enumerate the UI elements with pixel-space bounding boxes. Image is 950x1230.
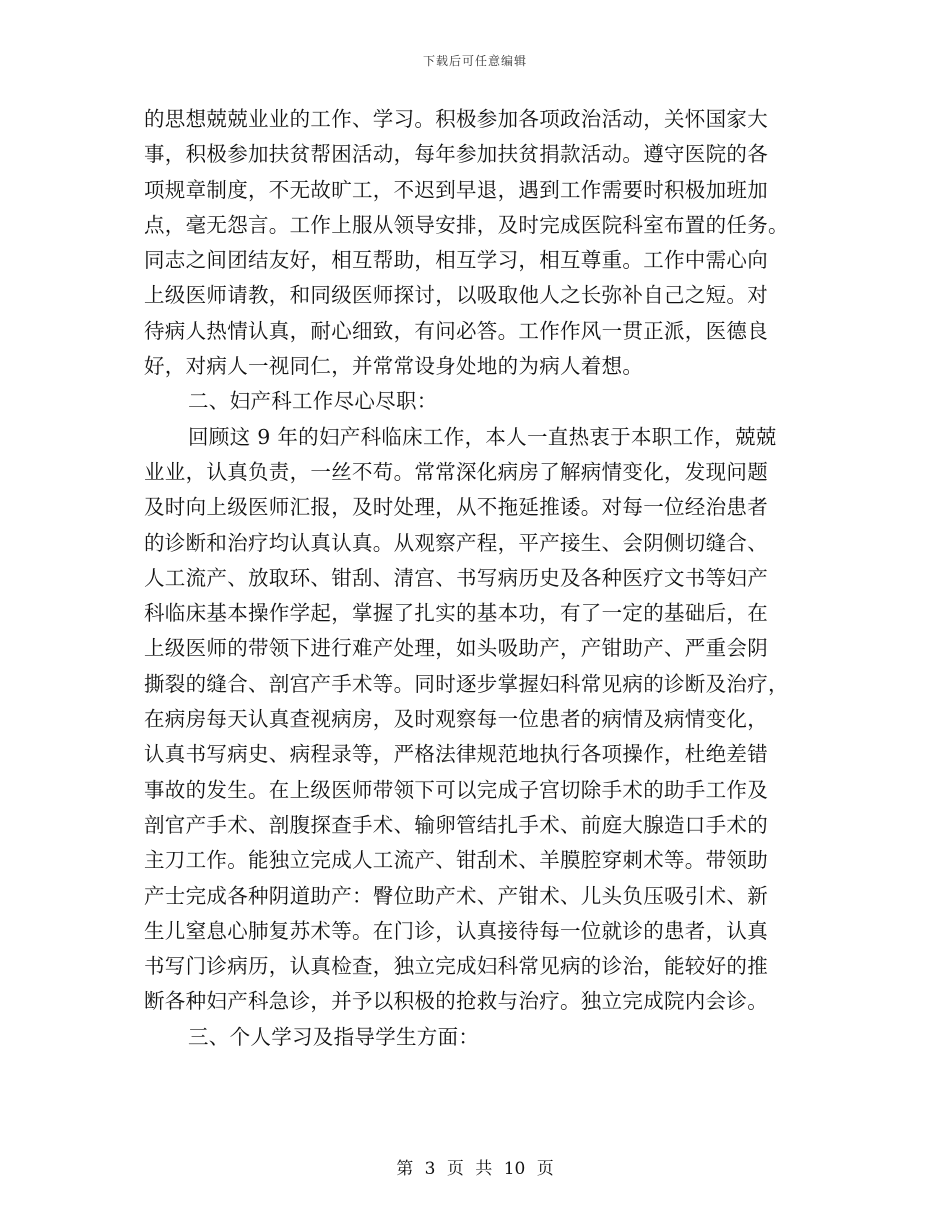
text-line: 断各种妇产科急诊，并予以积极的抢救与治疗。独立完成院内会诊。 (144, 989, 768, 1014)
text-line: 待病人热情认真，耐心细致，有问必答。工作作风一贯正派，医德良 (144, 318, 768, 343)
text-line: 科临床基本操作学起，掌握了扎实的基本功，有了一定的基础后，在 (144, 601, 768, 626)
text-line: 项规章制度，不无故旷工，不迟到早退，遇到工作需要时积极加班加 (144, 177, 768, 202)
paragraph-start: 回顾这 9 年的妇产科临床工作，本人一直热衷于本职工作，兢兢 (188, 424, 777, 449)
text-line: 主刀工作。能独立完成人工流产、钳刮术、羊膜腔穿刺术等。带领助 (144, 848, 768, 873)
page-number: 第 3 页 共 10 页 (396, 1159, 554, 1179)
text-line: 事故的发生。在上级医师带领下可以完成子宫切除手术的助手工作及 (144, 777, 768, 802)
text-line: 在病房每天认真查视病房，及时观察每一位患者的病情及病情变化， (144, 707, 768, 732)
text-line: 撕裂的缝合、剖宫产手术等。同时逐步掌握妇科常见病的诊断及治疗， (144, 671, 789, 696)
text-line: 同志之间团结友好，相互帮助，相互学习，相互尊重。工作中需心向 (144, 248, 768, 273)
text-line: 业业，认真负责，一丝不苟。常常深化病房了解病情变化，发现问题 (144, 459, 768, 484)
text-line: 剖官产手术、剖腹探查手术、输卵管结扎手术、前庭大腺造口手术的 (144, 812, 768, 837)
text-line: 好，对病人一视同仁，并常常设身处地的为病人着想。 (144, 354, 644, 379)
document-body (144, 102, 814, 1055)
text-line: 事，积极参加扶贫帮困活动，每年参加扶贫捐款活动。遵守医院的各 (144, 142, 768, 167)
text-line: 的诊断和治疗均认真认真。从观察产程，平产接生、会阴侧切缝合、 (144, 530, 768, 555)
text-line: 人工流产、放取环、钳刮、清宫、书写病历史及各种医疗文书等妇产 (144, 565, 768, 590)
page-header: 下载后可任意编辑 (422, 54, 527, 68)
text-line: 及时向上级医师汇报，及时处理，从不拖延推诿。对每一位经治患者 (144, 495, 768, 520)
text-line: 上级医师请教，和同级医师探讨，以吸取他人之长弥补自己之短。对 (144, 283, 768, 308)
text-line: 认真书写病史、病程录等，严格法律规范地执行各项操作，杜绝差错 (144, 742, 768, 767)
text-line: 点，毫无怨言。工作上服从领导安排，及时完成医院科室布置的任务。 (144, 212, 789, 237)
section-heading: 二、妇产科工作尽心尽职： (188, 389, 438, 414)
text-line: 产士完成各种阴道助产：臀位助产术、产钳术、儿头负压吸引术、新 (144, 883, 768, 908)
section-heading: 三、个人学习及指导学生方面： (188, 1024, 480, 1049)
text-line: 生儿窒息心肺复苏术等。在门诊，认真接待每一位就诊的患者，认真 (144, 918, 768, 943)
text-line: 书写门诊病历，认真检查，独立完成妇科常见病的诊治，能较好的推 (144, 954, 768, 979)
text-line: 的思想兢兢业业的工作、学习。积极参加各项政治活动，关怀国家大 (144, 107, 768, 131)
text-line: 上级医师的带领下进行难产处理，如头吸助产，产钳助产、严重会阴 (144, 636, 768, 661)
